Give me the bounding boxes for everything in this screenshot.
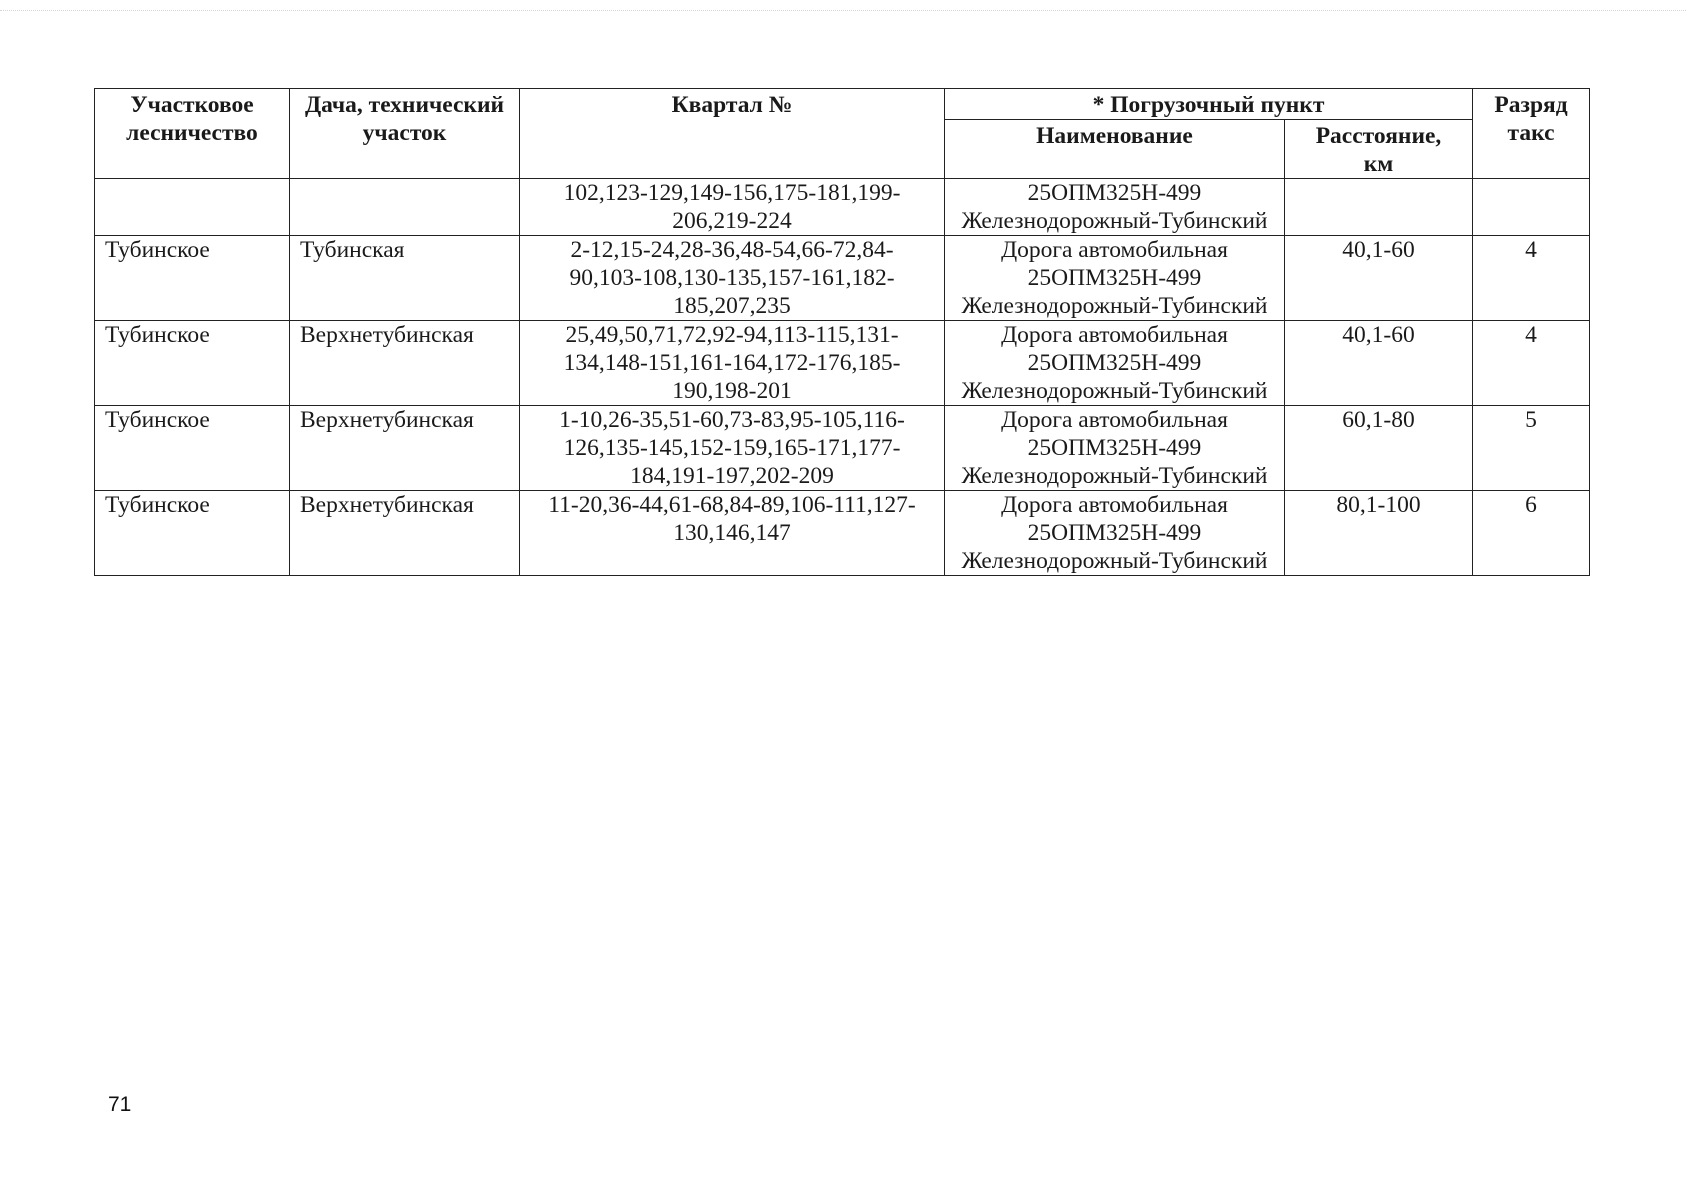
cell-distance: 60,1-80 xyxy=(1285,406,1473,491)
header-point-name: Наименование xyxy=(945,120,1285,179)
cell-point-name: Дорога автомобильная 25ОПМ325Н-499 Железнодорожный-Тубинский xyxy=(945,321,1285,406)
header-quarter: Квартал № xyxy=(520,89,945,179)
table-row xyxy=(95,321,1590,406)
table-row xyxy=(95,179,1590,236)
table-row xyxy=(95,491,1590,576)
cell-district xyxy=(95,179,290,236)
cell-tax-class: 5 xyxy=(1473,406,1590,491)
cell-quarters: 25,49,50,71,72,92-94,113-115,131- 134,148-151,161-164,172-176,185- 190,198-201 xyxy=(520,321,945,406)
header-dacha: Дача, технический участок xyxy=(290,89,520,179)
cell-point-name: Дорога автомобильная 25ОПМ325Н-499 Железнодорожный-Тубинский xyxy=(945,236,1285,321)
page-edge xyxy=(0,10,1686,11)
header-loading-point: * Погрузочный пункт xyxy=(945,89,1473,120)
cell-dacha: Верхнетубинская xyxy=(290,321,520,406)
cell-district: Тубинское xyxy=(95,406,290,491)
cell-tax-class xyxy=(1473,179,1590,236)
cell-tax-class: 4 xyxy=(1473,321,1590,406)
cell-tax-class: 6 xyxy=(1473,491,1590,576)
cell-distance xyxy=(1285,179,1473,236)
cell-dacha: Тубинская xyxy=(290,236,520,321)
table-row xyxy=(95,406,1590,491)
page-number: 71 xyxy=(108,1093,132,1116)
header-row-top xyxy=(95,89,1590,120)
header-distance: Расстояние, км xyxy=(1285,120,1473,179)
cell-district: Тубинское xyxy=(95,321,290,406)
cell-district: Тубинское xyxy=(95,236,290,321)
cell-dacha: Верхнетубинская xyxy=(290,491,520,576)
cell-distance: 80,1-100 xyxy=(1285,491,1473,576)
cell-quarters: 102,123-129,149-156,175-181,199- 206,219-224 xyxy=(520,179,945,236)
header-district: Участковое лесничество xyxy=(95,89,290,179)
table-row xyxy=(95,236,1590,321)
cell-dacha xyxy=(290,179,520,236)
cell-point-name: Дорога автомобильная 25ОПМ325Н-499 Железнодорожный-Тубинский xyxy=(945,406,1285,491)
cell-quarters: 11-20,36-44,61-68,84-89,106-111,127- 130,146,147 xyxy=(520,491,945,576)
cell-distance: 40,1-60 xyxy=(1285,236,1473,321)
cell-distance: 40,1-60 xyxy=(1285,321,1473,406)
forest-loading-points-table xyxy=(94,88,1590,576)
cell-tax-class: 4 xyxy=(1473,236,1590,321)
cell-point-name: Дорога автомобильная 25ОПМ325Н-499 Железнодорожный-Тубинский xyxy=(945,491,1285,576)
cell-district: Тубинское xyxy=(95,491,290,576)
cell-quarters: 1-10,26-35,51-60,73-83,95-105,116- 126,135-145,152-159,165-171,177- 184,191-197,202-209 xyxy=(520,406,945,491)
cell-point-name: 25ОПМ325Н-499 Железнодорожный-Тубинский xyxy=(945,179,1285,236)
cell-dacha: Верхнетубинская xyxy=(290,406,520,491)
header-tax-class: Разряд такс xyxy=(1473,89,1590,179)
cell-quarters: 2-12,15-24,28-36,48-54,66-72,84- 90,103-108,130-135,157-161,182- 185,207,235 xyxy=(520,236,945,321)
table-container xyxy=(94,88,1589,576)
